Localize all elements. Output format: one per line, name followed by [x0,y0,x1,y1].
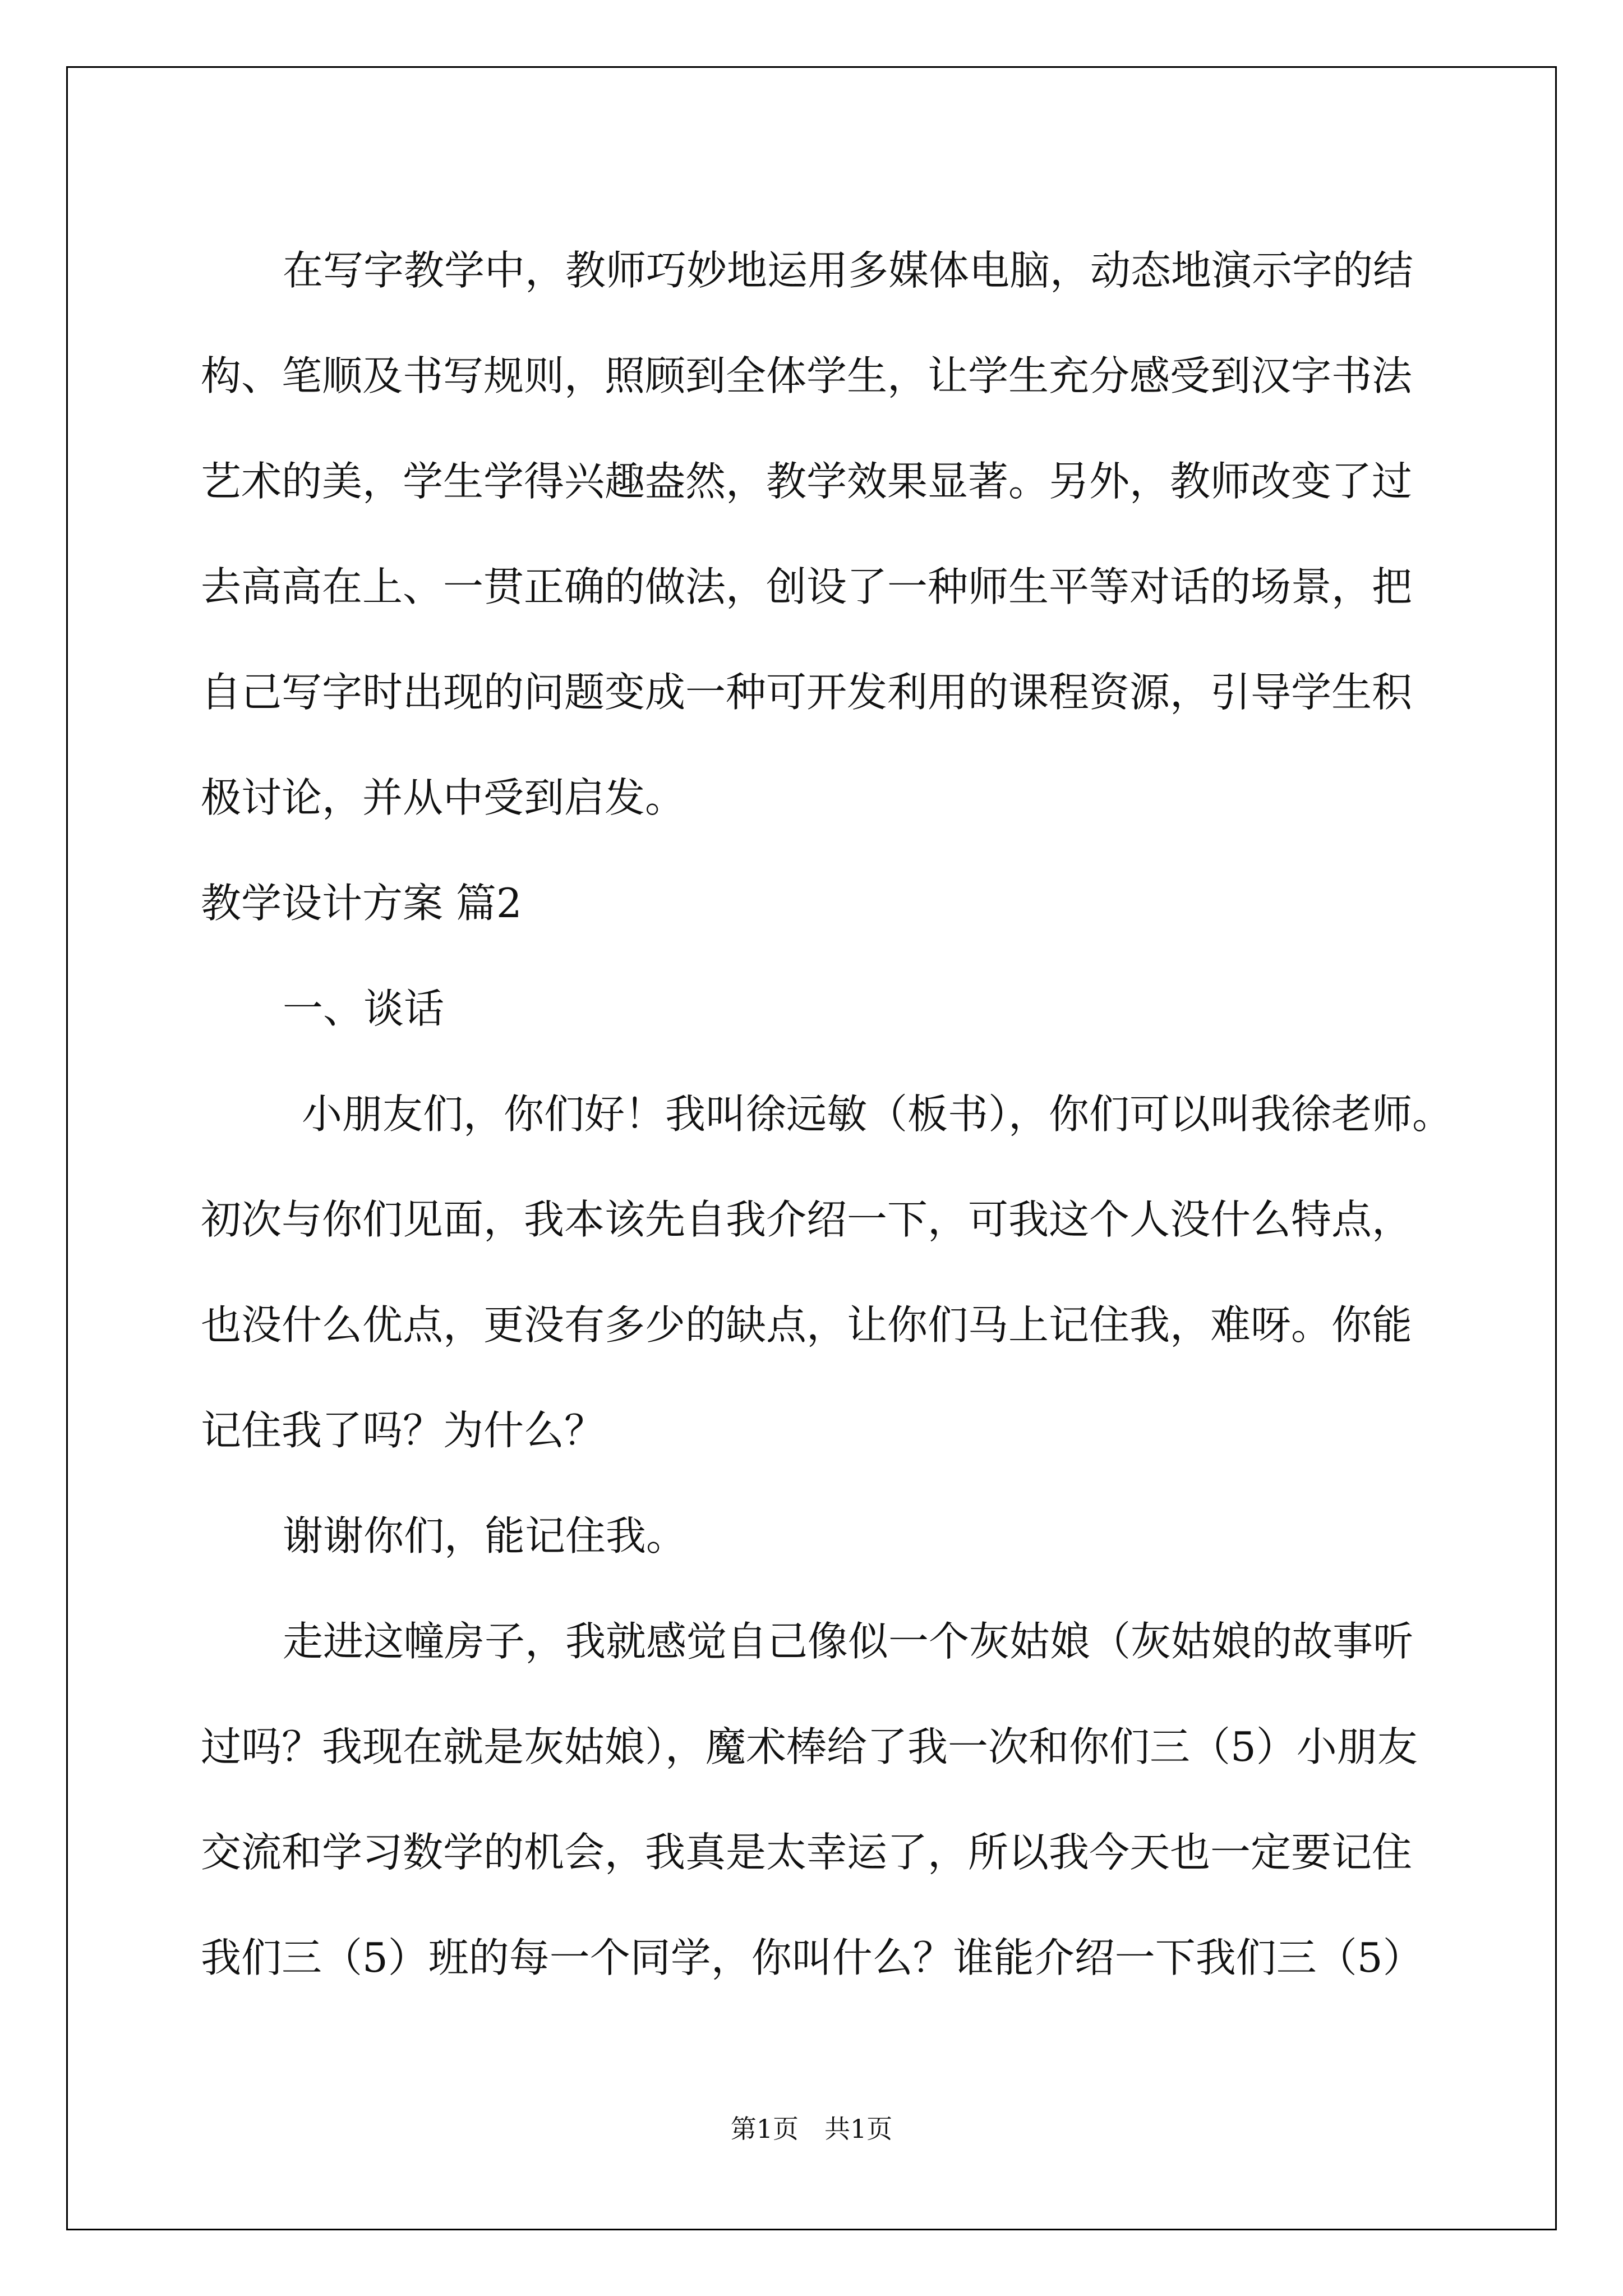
section-heading: 教学设计方案 篇2 [201,880,522,927]
paragraph-line: 艺术的美，学生学得兴趣盎然，教学效果显著。另外，教师改变了过 [201,458,1413,505]
paragraph-line: 小朋友们，你们好！我叫徐远敏（板书），你们可以叫我徐老师。 [302,1091,1453,1138]
subsection-heading: 一、谈话 [283,985,445,1032]
paragraph-line: 我们三（5）班的每一个同学，你叫什么？谁能介绍一下我们三（5） [201,1934,1423,1981]
paragraph-line: 记住我了吗？为什么？ [201,1407,605,1454]
paragraph-line: 交流和学习数学的机会，我真是太幸运了，所以我今天也一定要记住 [201,1829,1413,1876]
page-footer: 第1页 共1页 [730,2114,893,2144]
paragraph-line: 也没什么优点，更没有多少的缺点，让你们马上记住我，难呀。你能 [201,1301,1413,1349]
paragraph-line: 极讨论，并从中受到启发。 [201,774,686,821]
paragraph-line: 在写字教学中，教师巧妙地运用多媒体电脑，动态地演示字的结 [283,247,1414,294]
paragraph-line: 谢谢你们，能记住我。 [283,1512,687,1559]
paragraph-line: 过吗？我现在就是灰姑娘），魔术棒给了我一次和你们三（5）小朋友 [201,1723,1418,1770]
paragraph-line: 初次与你们见面，我本该先自我介绍一下，可我这个人没什么特点， [201,1196,1413,1243]
paragraph-line: 走进这幢房子，我就感觉自己像似一个灰姑娘（灰姑娘的故事听 [283,1618,1414,1665]
paragraph-line: 自己写字时出现的问题变成一种可开发利用的课程资源，引导学生积 [201,669,1413,716]
paragraph-line: 构、笔顺及书写规则，照顾到全体学生，让学生充分感受到汉字书法 [201,352,1413,399]
paragraph-line: 去高高在上、一贯正确的做法，创设了一种师生平等对话的场景，把 [201,563,1413,610]
document-body [201,218,1453,2010]
